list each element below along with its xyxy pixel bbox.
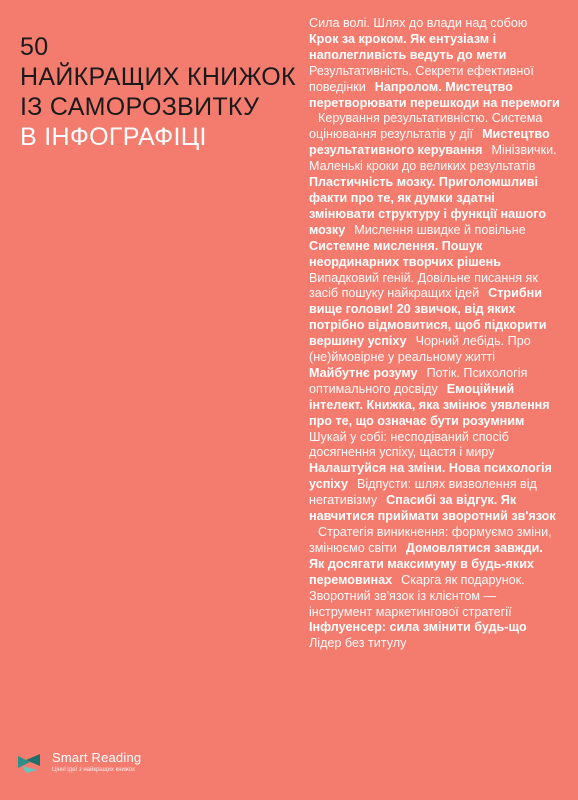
book-title: Інфлуенсер: сила змінити будь-що bbox=[309, 620, 527, 635]
book-title: Скарга як подарунок. Зворотний зв'язок із клієнтом — інструмент маркетингової стратегії bbox=[309, 572, 525, 619]
book-title: Мислення швидке й повільне bbox=[354, 222, 526, 237]
book-title: Результативність. Секрети ефективної поведінки bbox=[309, 63, 534, 94]
logo-brand-name: Smart Reading bbox=[52, 750, 142, 765]
book-title: Шукай у собі: несподіваний спосіб досягнення успіху, щастя і миру bbox=[309, 429, 509, 460]
book-title: Стратегія виникнення: формуємо зміни, змінюємо світи bbox=[309, 525, 552, 555]
book-title: Стрибни вище голови! 20 звичок, від яких потрібно відмовитися, щоб підкорити вершину успіху bbox=[309, 286, 547, 349]
book-title: Випадковий геній. Довільне писання як засіб пошуку найкращих ідей bbox=[309, 270, 538, 301]
book-title: Керування результативністю. Система оцінювання результатів у дії bbox=[309, 111, 543, 142]
book-title: Потік. Психологія оптимального досвіду bbox=[309, 365, 528, 396]
book-title: Налаштуйся на зміни. Нова психологія успіху bbox=[309, 461, 552, 492]
title-line-main: НАЙКРАЩИХ КНИЖОК bbox=[20, 63, 296, 91]
smart-reading-logo-icon bbox=[16, 752, 46, 774]
book-title: Відпусти: шлях визволення від негативізму bbox=[309, 477, 537, 508]
title-line-number: 50 bbox=[20, 33, 49, 61]
book-title: Домовлятися завжди. Як досягати максимуму в будь-яких перемовинах bbox=[309, 540, 543, 587]
book-list bbox=[309, 16, 561, 652]
book-title: Системне мислення. Пошук неординарних творчих рішень bbox=[309, 238, 501, 269]
smart-reading-logo bbox=[16, 750, 216, 776]
book-title: Мінізвички. Маленькі кроки до великих результатів bbox=[309, 143, 557, 174]
book-title: Сила волі. Шлях до влади над собою bbox=[309, 16, 528, 30]
book-title: Пластичність мозку. Приголомшливі факти про те, як думки здатні змінювати структуру і функції нашого мозку bbox=[309, 175, 547, 237]
title-line-accent: В ІНФОГРАФІЦІ bbox=[20, 123, 207, 151]
book-title: Лідер без титулу bbox=[309, 636, 407, 651]
title-line-topic: ІЗ САМОРОЗВИТКУ bbox=[20, 93, 260, 121]
book-title: Емоційний інтелект. Книжка, яка змінює уявлення про те, що означає бути розумним bbox=[309, 381, 550, 428]
page-title bbox=[20, 32, 310, 152]
book-title: Напролом. Мистецтво перетворювати перешкоди на перемоги bbox=[309, 79, 560, 110]
book-title: Майбутнє розуму bbox=[309, 365, 418, 380]
book-title: Чорний лебідь. Про (не)ймовірне у реальному житті bbox=[309, 334, 531, 365]
book-title: Спасибі за відгук. Як навчитися приймати зворотний зв'язок bbox=[309, 493, 556, 524]
logo-tagline: Цінні ідеї з найкращих книжок bbox=[52, 767, 135, 773]
book-title: Мистецтво результативного керування bbox=[309, 127, 550, 158]
book-title: Крок за кроком. Як ентузіазм і наполегливість ведуть до мети bbox=[309, 31, 507, 62]
